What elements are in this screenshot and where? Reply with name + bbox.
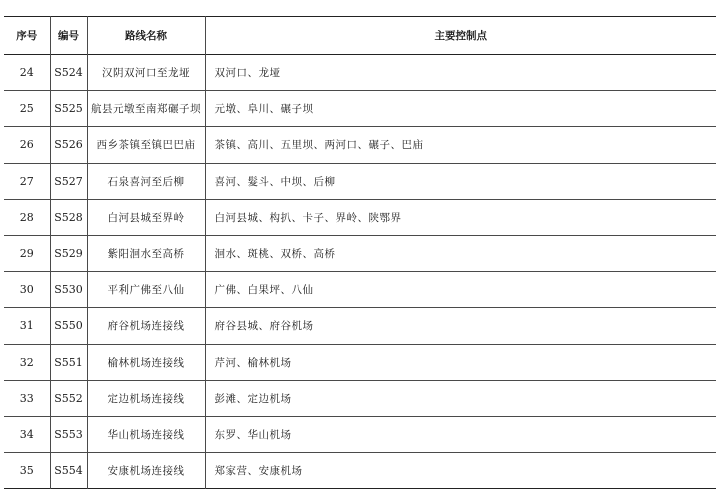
route-code: S524 [50,55,87,91]
route-name: 航县元墩至南郑碾子坝 [87,91,205,127]
control-points: 东罗、华山机场 [205,416,716,452]
route-code: S551 [50,344,87,380]
header-seq: 序号 [16,30,38,42]
table-row [4,416,716,452]
table-row [4,453,716,489]
row-seq: 24 [19,66,34,80]
table-row [4,235,716,271]
route-name: 定边机场连接线 [87,380,205,416]
row-seq: 28 [19,210,34,224]
route-name: 安康机场连接线 [87,453,205,489]
header-code: 编号 [50,17,87,55]
header-row [4,17,716,55]
control-points: 芹河、榆林机场 [205,344,716,380]
row-seq: 33 [19,391,34,405]
route-code: S528 [50,199,87,235]
table-row [4,308,716,344]
route-code: S526 [50,127,87,163]
route-code: S527 [50,163,87,199]
route-table [4,16,716,489]
table-row [4,272,716,308]
table-header [4,17,716,55]
route-name: 府谷机场连接线 [87,308,205,344]
table-row [4,163,716,199]
row-seq: 29 [19,247,34,261]
route-name: 紫阳洄水至高桥 [87,235,205,271]
route-code: S530 [50,272,87,308]
route-code: S552 [50,380,87,416]
route-name: 白河县城至界岭 [87,199,205,235]
table-row [4,344,716,380]
route-name: 平利广佛至八仙 [87,272,205,308]
row-seq: 25 [19,102,34,116]
route-name: 华山机场连接线 [87,416,205,452]
route-code: S525 [50,91,87,127]
row-seq: 35 [19,464,34,478]
table-row [4,380,716,416]
control-points: 府谷县城、府谷机场 [205,308,716,344]
row-seq: 26 [19,138,34,152]
row-seq: 34 [19,427,34,441]
route-name: 榆林机场连接线 [87,344,205,380]
header-control: 主要控制点 [205,17,716,55]
control-points: 元墩、阜川、碾子坝 [205,91,716,127]
control-points: 茶镇、高川、五里坝、两河口、碾子、巴庙 [205,127,716,163]
table-row [4,55,716,91]
header-name: 路线名称 [87,17,205,55]
table-row [4,199,716,235]
control-points: 郑家营、安康机场 [205,453,716,489]
control-points: 双河口、龙垭 [205,55,716,91]
route-code: S529 [50,235,87,271]
route-code: S554 [50,453,87,489]
control-points: 彭滩、定边机场 [205,380,716,416]
control-points: 白河县城、构扒、卡子、界岭、陕鄂界 [205,199,716,235]
control-points: 洄水、斑桃、双桥、高桥 [205,235,716,271]
route-name: 汉阴双河口至龙垭 [87,55,205,91]
route-code: S553 [50,416,87,452]
route-code: S550 [50,308,87,344]
route-name: 石泉喜河至后柳 [87,163,205,199]
row-seq: 30 [19,283,34,297]
route-name: 西乡茶镇至镇巴巴庙 [87,127,205,163]
row-seq: 31 [19,319,34,333]
control-points: 喜河、髮斗、中坝、后柳 [205,163,716,199]
row-seq: 27 [19,174,34,188]
control-points: 广佛、白果坪、八仙 [205,272,716,308]
table-body [4,55,716,489]
table-row [4,91,716,127]
row-seq: 32 [19,355,34,369]
table-row [4,127,716,163]
